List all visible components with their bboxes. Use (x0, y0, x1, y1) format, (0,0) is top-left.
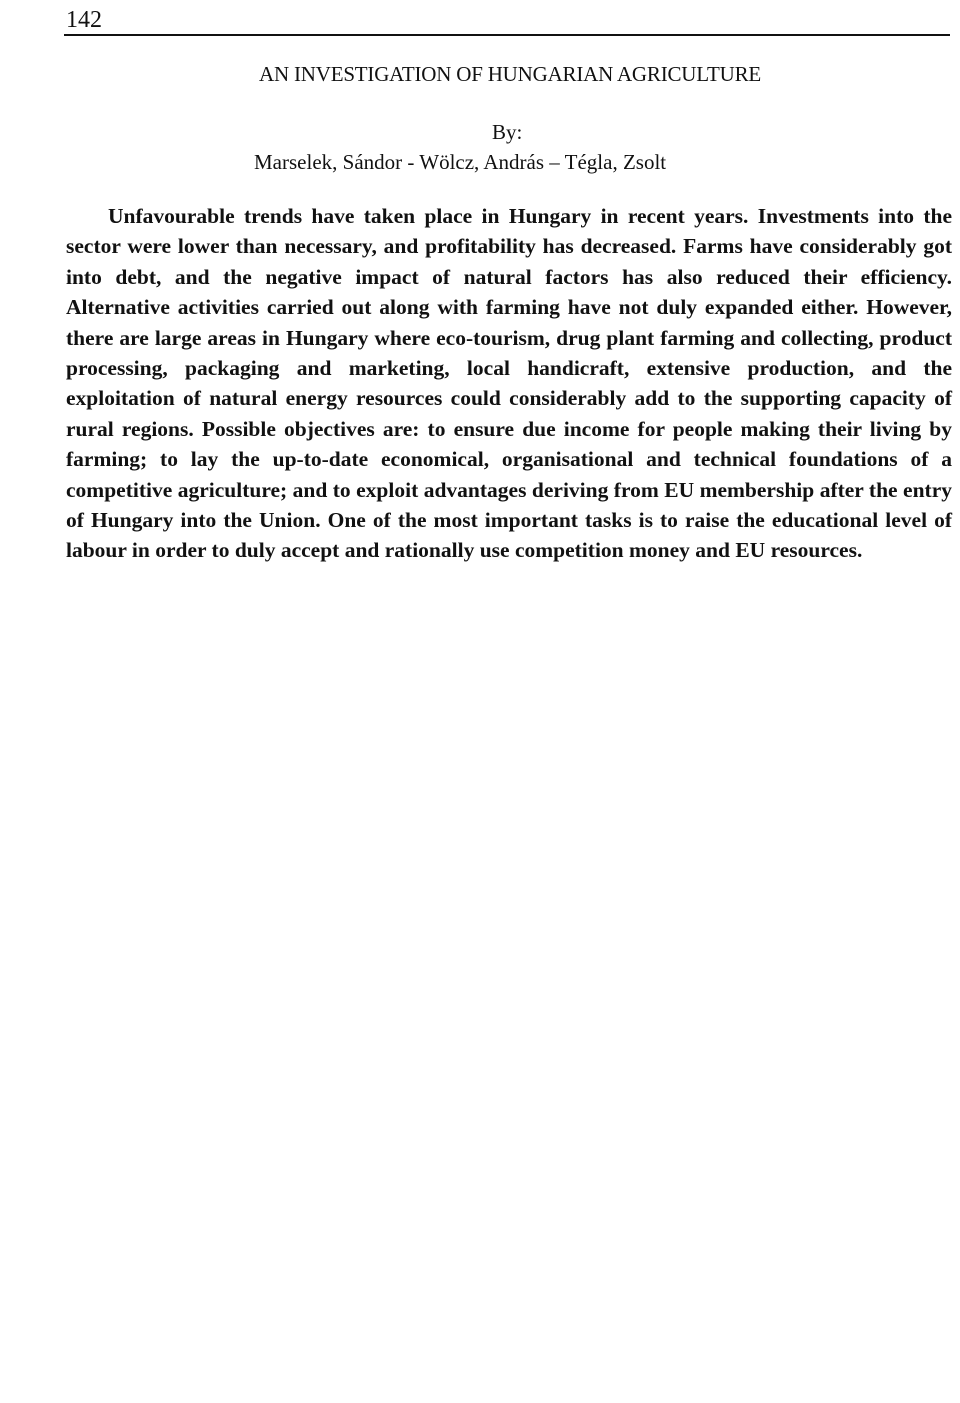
header-rule (64, 34, 950, 36)
article-title: AN INVESTIGATION OF HUNGARIAN AGRICULTURE (258, 62, 761, 86)
byline-label: By: (492, 120, 523, 144)
author-list: Marselek, Sándor - Wölcz, András – Tégla, Zsolt (254, 150, 667, 174)
abstract-paragraph: Unfavourable trends have taken place in Hungary in recent years. Investments into the sector were lower than necessary, and profitability has decreased. Farms have considerably got into debt, and the negative impact of natural factors has also reduced their efficiency. Alternative activities carried out along with farming have not duly expanded either. However, there are large areas in Hungary where eco-tourism, drug plant farming and collecting, product processing, packaging and marketing, local handicraft, extensive production, and the exploitation of natural energy resources could considerably add to the supporting capacity of rural regions. Possible objectives are: to ensure due income for people making their living by farming; to lay the up-to-date economical, organisational and technical foundations of a competitive agriculture; and to exploit advantages deriving from EU membership after the entry of Hungary into the Union. One of the most important tasks is to raise the educational level of labour in order to duly accept and rationally use competition money and EU resources. (66, 204, 952, 563)
page-number: 142 (66, 7, 102, 33)
